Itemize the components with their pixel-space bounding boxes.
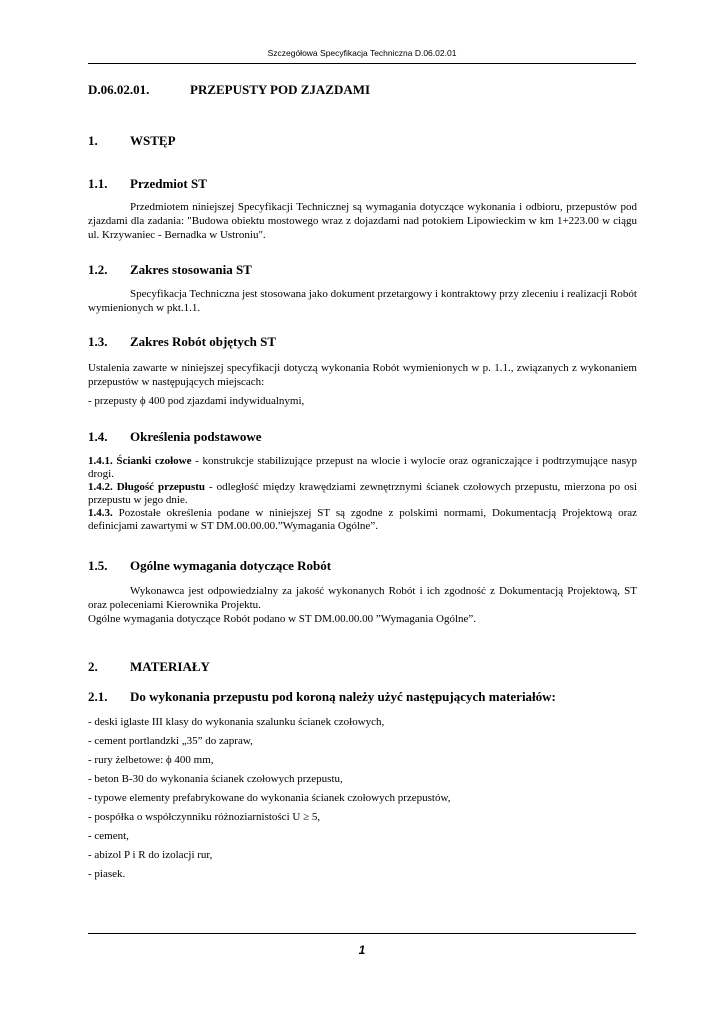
doc-title: PRZEPUSTY POD ZJAZDAMI bbox=[190, 82, 371, 97]
list-item: - rury żelbetowe: ϕ 400 mm, bbox=[88, 754, 214, 766]
section-number: 1.1. bbox=[88, 176, 108, 191]
section-1-3-body bbox=[88, 361, 637, 408]
definition-text: - konstrukcje stabilizujące przepust na wlocie i wylocie oraz ograniczające i podtrzymujące nasyp drogi. bbox=[88, 455, 637, 480]
section-1-2-heading bbox=[88, 262, 637, 278]
section-1-5-body bbox=[88, 584, 637, 626]
list-item: - deski iglaste III klasy do wykonania szalunku ścianek czołowych, bbox=[88, 716, 385, 728]
definition-item bbox=[88, 507, 637, 533]
section-title: Zakres Robót objętych ST bbox=[130, 334, 277, 349]
section-title: Określenia podstawowe bbox=[130, 429, 262, 444]
section-title: WSTĘP bbox=[130, 133, 176, 148]
section-1-5-heading bbox=[88, 558, 637, 574]
section-number: 1.5. bbox=[88, 558, 108, 573]
section-title: MATERIAŁY bbox=[130, 659, 210, 674]
doc-code: D.06.02.01. bbox=[88, 82, 150, 97]
section-number: 1. bbox=[88, 133, 98, 148]
section-number: 1.2. bbox=[88, 262, 108, 277]
list-item: - przepusty ϕ 400 pod zjazdami indywidualnymi, bbox=[88, 395, 305, 407]
materials-list bbox=[88, 713, 637, 884]
section-title: Przedmiot ST bbox=[130, 176, 207, 191]
definition-term: 1.4.1. Ścianki czołowe bbox=[88, 455, 192, 467]
footer-rule bbox=[88, 933, 636, 934]
document-title bbox=[88, 82, 637, 98]
list-item: - beton B-30 do wykonania ścianek czołowych przepustu, bbox=[88, 773, 343, 785]
section-1-2-body bbox=[88, 287, 637, 315]
section-number: 2. bbox=[88, 659, 98, 674]
header-rule bbox=[88, 63, 636, 64]
section-1-1-body bbox=[88, 200, 637, 242]
section-number: 1.3. bbox=[88, 334, 108, 349]
section-2-1-heading bbox=[88, 689, 637, 705]
paragraph: Specyfikacja Techniczna jest stosowana jako dokument przetargowy i kontraktowy przy zleceniu i realizacji Robót wymienionych w pkt.1.1. bbox=[88, 288, 637, 314]
list-item: - typowe elementy prefabrykowane do wykonania ścianek czołowych przepustów, bbox=[88, 792, 451, 804]
section-number: 1.4. bbox=[88, 429, 108, 444]
list-item: - cement, bbox=[88, 830, 129, 842]
section-title: Zakres stosowania ST bbox=[130, 262, 252, 277]
running-header: Szczegółowa Specyfikacja Techniczna D.06.02.01 bbox=[267, 48, 457, 58]
definition-term: 1.4.2. Długość przepustu bbox=[88, 481, 206, 493]
paragraph: Przedmiotem niniejszej Specyfikacji Technicznej są wymagania dotyczące wykonania i odbioru, przepustów pod zjazdami dla zadania: "Budowa obiektu mostowego wraz z dojazdami nad potokiem Lipowieckim w km 1+223.00 w ciągu ul. Krzywaniec - Bernadka w Ustroniu". bbox=[88, 201, 637, 241]
definitions-list bbox=[88, 455, 637, 533]
list-item: - abizol P i R do izolacji rur, bbox=[88, 849, 213, 861]
paragraph: Ustalenia zawarte w niniejszej specyfikacji dotyczą wykonania Robót wymienionych w p. 1.1., związanych z wykonaniem przepustów w następujących miejscach: bbox=[88, 362, 637, 388]
paragraph: Ogólne wymagania dotyczące Robót podano w ST DM.00.00.00 ”Wymagania Ogólne”. bbox=[88, 613, 477, 625]
section-1-heading bbox=[88, 133, 637, 149]
section-2-heading bbox=[88, 659, 637, 675]
section-1-4-heading bbox=[88, 429, 637, 445]
definition-text: Pozostałe określenia podane w niniejszej ST są zgodne z polskimi normami, Dokumentacją Projektową oraz definicjami zawartymi w ST DM.00.00.00.”Wymagania Ogólne”. bbox=[88, 507, 637, 532]
definition-item bbox=[88, 481, 637, 507]
definition-term: 1.4.3. bbox=[88, 507, 113, 519]
list-item: - piasek. bbox=[88, 868, 126, 880]
section-1-1-heading bbox=[88, 176, 637, 192]
definition-item bbox=[88, 455, 637, 481]
section-title: Do wykonania przepustu pod koroną należy użyć następujących materiałów: bbox=[130, 689, 556, 704]
paragraph: Wykonawca jest odpowiedzialny za jakość wykonanych Robót i ich zgodność z Dokumentacją Projektową, ST oraz poleceniami Kierownika Projektu. bbox=[88, 585, 637, 611]
section-number: 2.1. bbox=[88, 689, 108, 704]
list-item: - pospółka o współczynniku różnoziarnistości U ≥ 5, bbox=[88, 811, 321, 823]
section-1-3-heading bbox=[88, 334, 637, 350]
section-title: Ogólne wymagania dotyczące Robót bbox=[130, 558, 332, 573]
page-number: 1 bbox=[358, 943, 366, 957]
definition-text: - odległość między krawędziami zewnętrznymi ścianek czołowych przepustu, mierzona po osi przepustu w jego dnie. bbox=[88, 481, 637, 506]
list-item: - cement portlandzki „35” do zapraw, bbox=[88, 735, 253, 747]
